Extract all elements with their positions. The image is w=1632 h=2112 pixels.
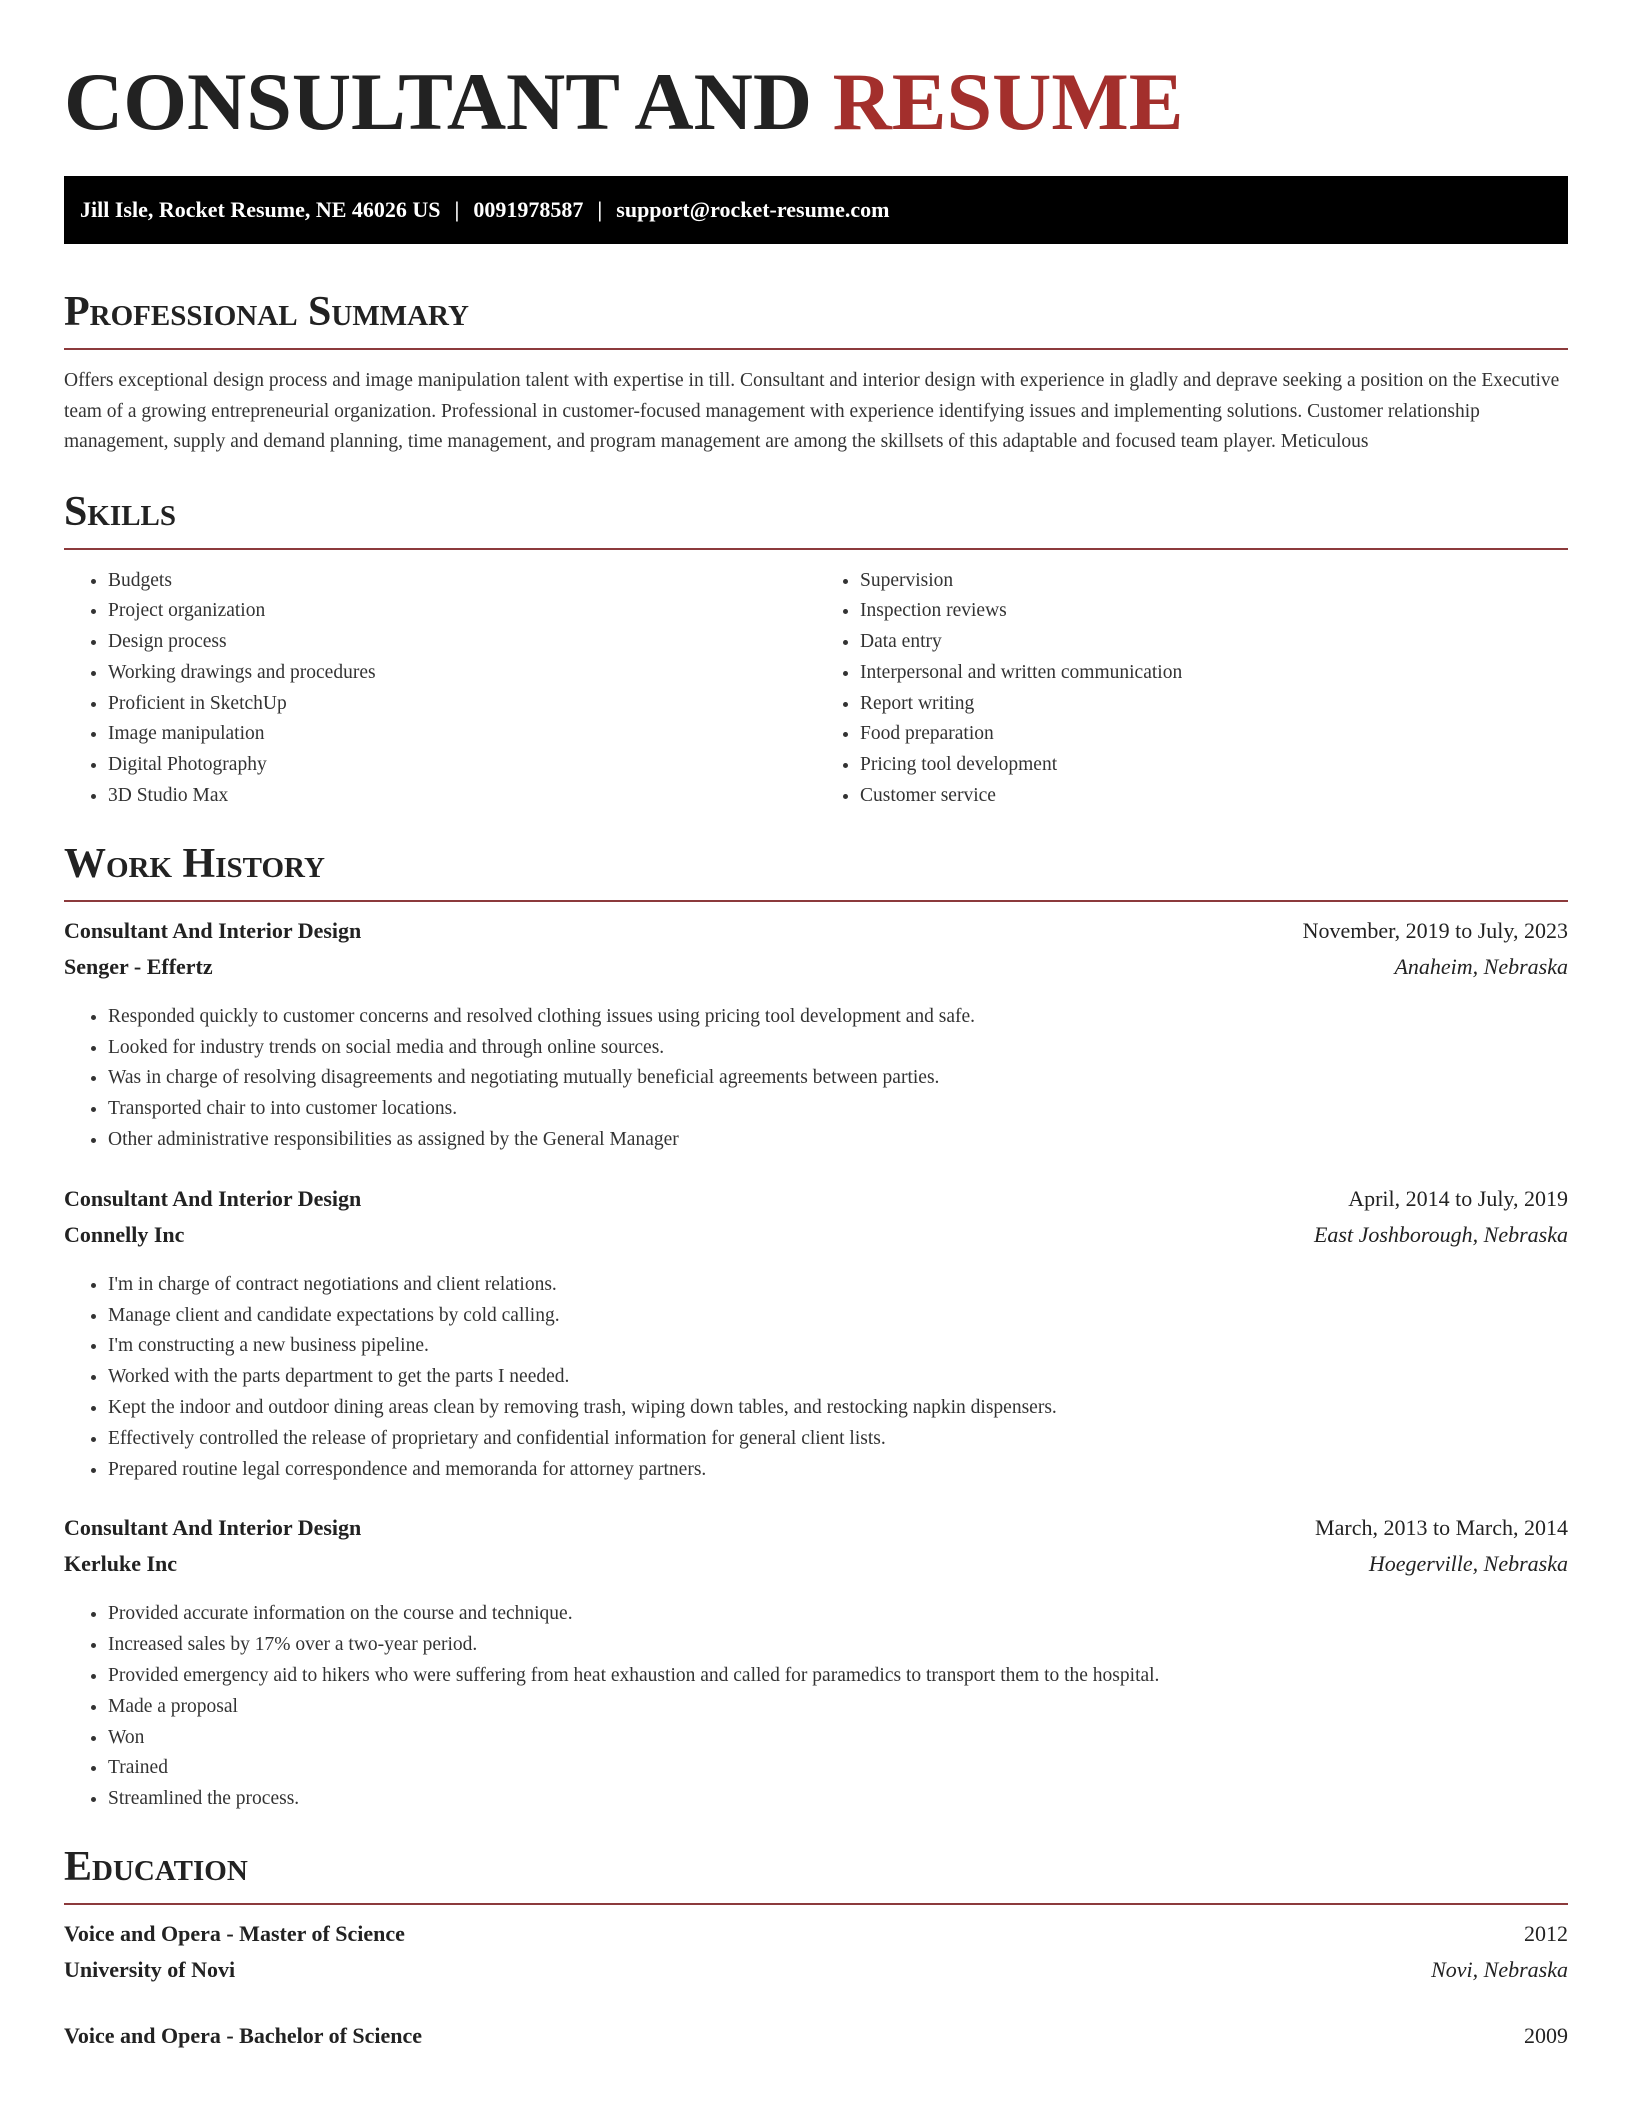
job-bullet: • Provided accurate information on the course and technique. — [108, 1599, 1568, 1630]
contact-address: Jill Isle, Rocket Resume, NE 46026 US — [80, 197, 441, 222]
job-company-row — [64, 954, 1568, 990]
job-entry — [64, 1515, 1568, 1815]
job-bullets — [64, 1599, 1568, 1815]
contact-separator: | — [454, 197, 460, 222]
job-bullet: • Worked with the parts department to get the parts I needed. — [108, 1362, 1568, 1393]
education-school: University of Novi — [64, 1957, 236, 1983]
contact-phone: 0091978587 — [473, 197, 584, 222]
job-bullet: • Increased sales by 17% over a two-year period. — [108, 1630, 1568, 1661]
skill-item: • 3D Studio Max — [108, 781, 816, 812]
contact-separator: | — [597, 197, 603, 222]
skill-item: • Image manipulation — [108, 719, 816, 750]
job-dates: November, 2019 to July, 2023 — [1302, 917, 1568, 943]
title-accent: RESUME — [832, 56, 1184, 147]
section-heading-skills: Skills — [64, 486, 1568, 550]
skill-item: • Digital Photography — [108, 750, 816, 781]
skill-item: • Proficient in SketchUp — [108, 689, 816, 720]
job-company: Kerluke Inc — [64, 1551, 178, 1577]
skills-column-right — [816, 566, 1568, 812]
job-bullet: • Transported chair to into customer locations. — [108, 1094, 1568, 1125]
education-entry — [64, 2023, 1568, 2059]
education-location: Novi, Nebraska — [1431, 1957, 1568, 1983]
education-degree: Voice and Opera - Master of Science — [64, 1921, 405, 1947]
section-heading-education: Education — [64, 1841, 1568, 1905]
education-school-row — [64, 1957, 1568, 1993]
contact-email[interactable]: support@rocket-resume.com — [616, 197, 890, 222]
education-degree: Voice and Opera - Bachelor of Science — [64, 2023, 423, 2049]
job-bullet: • Was in charge of resolving disagreements and negotiating mutually beneficial agreements between parties. — [108, 1063, 1568, 1094]
resume-page — [64, 0, 1568, 2059]
section-heading-work-history: Work History — [64, 838, 1568, 902]
education-degree-row — [64, 1921, 1568, 1957]
job-company-row — [64, 1222, 1568, 1258]
skills-list — [64, 566, 1568, 812]
job-bullet: • Looked for industry trends on social media and through online sources. — [108, 1033, 1568, 1064]
job-bullet: • Effectively controlled the release of proprietary and confidential information for general client lists. — [108, 1424, 1568, 1455]
job-entry — [64, 918, 1568, 1156]
job-bullet: • Streamlined the process. — [108, 1784, 1568, 1815]
job-bullet: • I'm constructing a new business pipeline. — [108, 1331, 1568, 1362]
education-year: 2012 — [1524, 1921, 1568, 1947]
job-company: Senger - Effertz — [64, 953, 213, 979]
job-title: Consultant And Interior Design — [64, 1185, 362, 1211]
job-bullet: • Kept the indoor and outdoor dining areas clean by removing trash, wiping down tables, and restocking napkin dispensers. — [108, 1393, 1568, 1424]
skills-column-left — [64, 566, 816, 812]
resume-title — [64, 0, 1568, 148]
job-bullets — [64, 1002, 1568, 1156]
job-bullet: • Manage client and candidate expectations by cold calling. — [108, 1301, 1568, 1332]
job-bullet: • Provided emergency aid to hikers who were suffering from heat exhaustion and called for paramedics to transport them to the hospital. — [108, 1661, 1568, 1692]
skill-item: • Supervision — [860, 566, 1568, 597]
job-bullet: • Responded quickly to customer concerns and resolved clothing issues using pricing tool development and safe. — [108, 1002, 1568, 1033]
skill-item: • Inspection reviews — [860, 596, 1568, 627]
contact-bar — [64, 176, 1568, 244]
summary-text: Offers exceptional design process and image manipulation talent with expertise in till. Consultant and interior design with experience in gladly and deprave seeking a position on the Executive team of a growing entrepreneurial organization. Professional in customer-focused management with experience identifying issues and implementing solutions. Customer relationship management, supply and demand planning, time management, and program management are among the skillsets of this adaptable and focused team player. Meticulous — [64, 370, 1560, 452]
job-header-row — [64, 918, 1568, 954]
job-dates: April, 2014 to July, 2019 — [1348, 1185, 1568, 1211]
job-bullet: • Won — [108, 1723, 1568, 1754]
education-entry — [64, 1921, 1568, 1993]
title-main: CONSULTANT AND — [64, 56, 833, 147]
job-company: Connelly Inc — [64, 1221, 185, 1247]
job-location: Hoegerville, Nebraska — [1368, 1551, 1568, 1577]
section-heading-summary: Professional Summary — [64, 286, 1568, 350]
job-bullet: • Other administrative responsibilities as assigned by the General Manager — [108, 1125, 1568, 1156]
job-bullet: • Trained — [108, 1753, 1568, 1784]
job-bullet: • I'm in charge of contract negotiations and client relations. — [108, 1270, 1568, 1301]
job-title: Consultant And Interior Design — [64, 1515, 362, 1541]
job-entry — [64, 1186, 1568, 1486]
job-company-row — [64, 1551, 1568, 1587]
skill-item: • Design process — [108, 627, 816, 658]
job-header-row — [64, 1515, 1568, 1551]
skill-item: • Customer service — [860, 781, 1568, 812]
education-year: 2009 — [1524, 2023, 1568, 2049]
skill-item: • Report writing — [860, 689, 1568, 720]
skill-item: • Budgets — [108, 566, 816, 597]
job-bullet: • Prepared routine legal correspondence and memoranda for attorney partners. — [108, 1455, 1568, 1486]
job-header-row — [64, 1186, 1568, 1222]
job-title: Consultant And Interior Design — [64, 917, 362, 943]
job-dates: March, 2013 to March, 2014 — [1315, 1515, 1568, 1541]
skill-item: • Data entry — [860, 627, 1568, 658]
skill-item: • Project organization — [108, 596, 816, 627]
skill-item: • Interpersonal and written communication — [860, 658, 1568, 689]
education-degree-row — [64, 2023, 1568, 2059]
job-bullets — [64, 1270, 1568, 1486]
skill-item: • Food preparation — [860, 719, 1568, 750]
job-location: East Joshborough, Nebraska — [1313, 1221, 1568, 1247]
skill-item: • Pricing tool development — [860, 750, 1568, 781]
job-location: Anaheim, Nebraska — [1394, 953, 1568, 979]
skill-item: • Working drawings and procedures — [108, 658, 816, 689]
job-bullet: • Made a proposal — [108, 1692, 1568, 1723]
